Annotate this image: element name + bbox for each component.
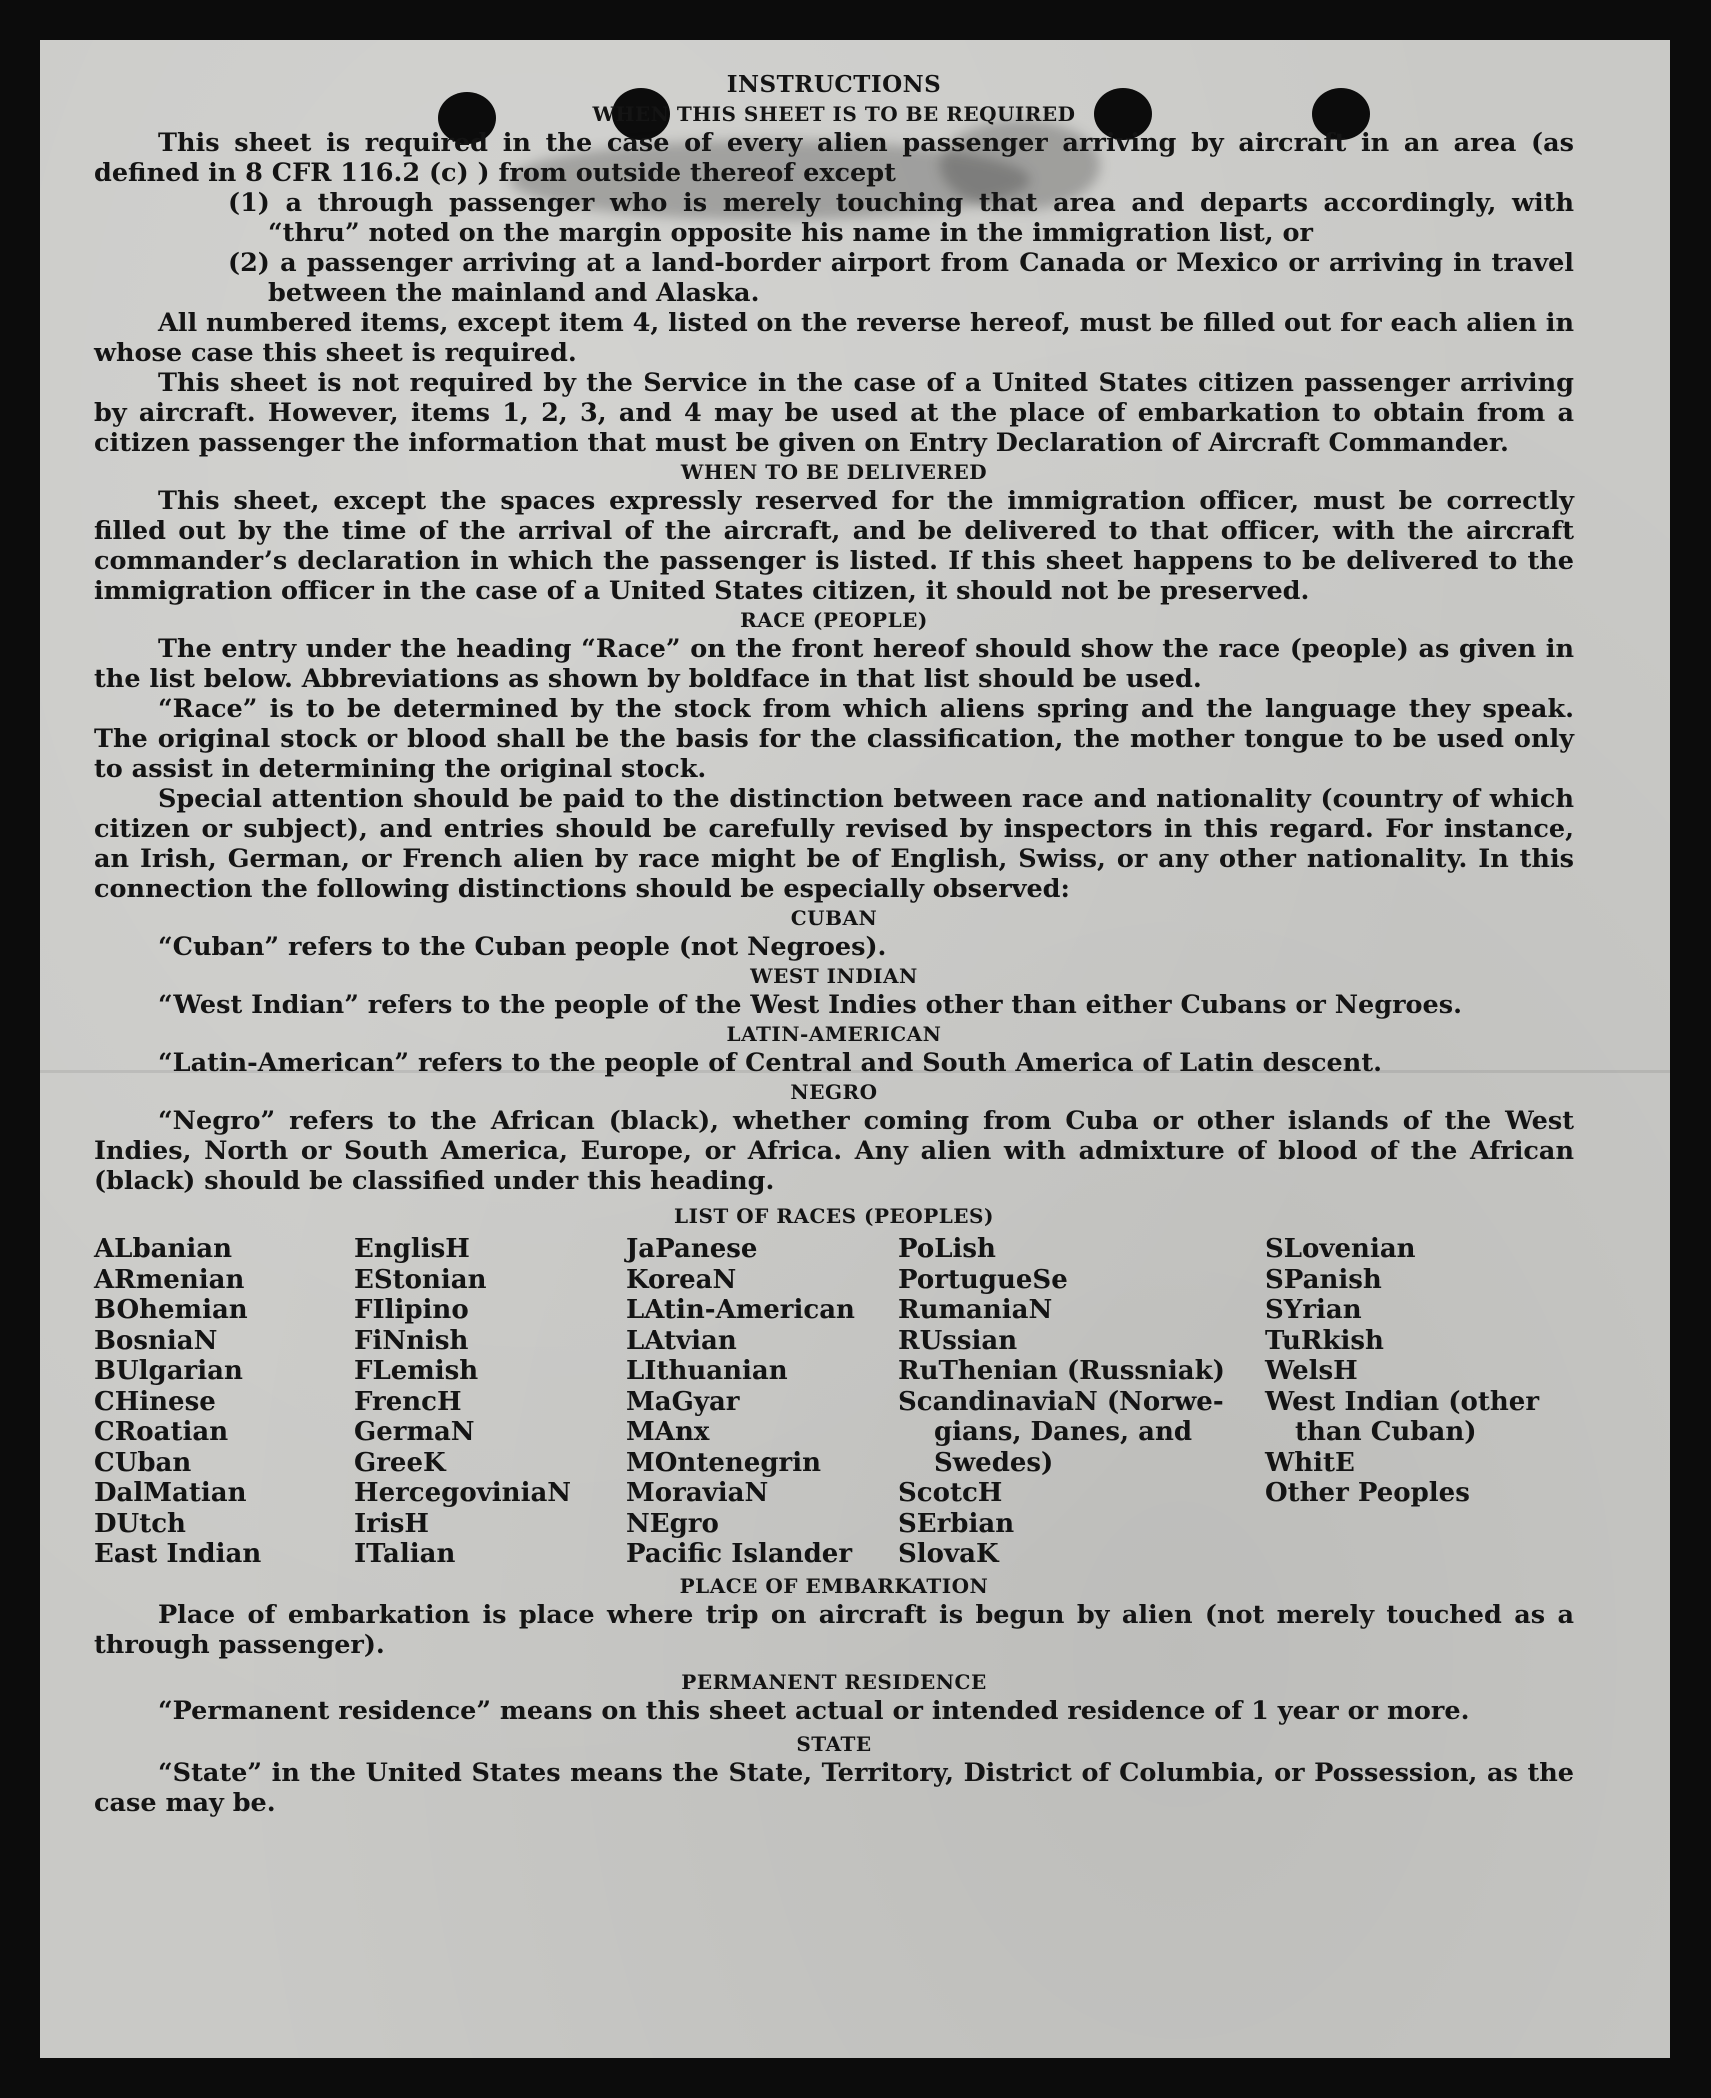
race-item: PortugueSe bbox=[898, 1264, 1068, 1295]
section-heading: PLACE OF EMBARKATION bbox=[679, 1573, 989, 1598]
race-column bbox=[354, 1234, 626, 1570]
race-item: BosniaN bbox=[94, 1325, 218, 1356]
paragraph: This sheet is not required by the Service in the case of a United States citizen passenger arriving by aircraft. However, items 1, 2, 3, and 4 may be used at the place of embarkation to obtain from a citizen passenger the information that must be given on Entry Declaration of Aircraft Commander. bbox=[94, 368, 1574, 458]
paragraph: All numbered items, except item 4, listed on the reverse hereof, must be filled out for each alien in whose case this sheet is required. bbox=[94, 308, 1574, 368]
paragraph: “West Indian” refers to the people of the West Indies other than either Cubans or Negroes. bbox=[158, 990, 1462, 1020]
instructions-text bbox=[94, 70, 1574, 1818]
race-item: GreeK bbox=[354, 1447, 446, 1478]
race-item: HercegoviniaN bbox=[354, 1478, 572, 1508]
race-item: DUtch bbox=[94, 1508, 186, 1539]
race-item: PoLish bbox=[898, 1234, 996, 1264]
race-item: IrisH bbox=[354, 1508, 429, 1539]
race-item: ScandinaviaN (Norwe- bbox=[898, 1386, 1224, 1417]
section-heading: WHEN TO BE DELIVERED bbox=[680, 460, 988, 484]
race-item: BOhemian bbox=[94, 1295, 248, 1325]
paragraph: “Cuban” refers to the Cuban people (not Negroes). bbox=[158, 932, 887, 962]
paragraph: This sheet is required in the case of every alien passenger arriving by aircraft in an area (as defined in 8 CFR 116.2 (c) ) from outside thereof except bbox=[94, 128, 1574, 188]
race-item: ScotcH bbox=[898, 1478, 1003, 1508]
race-item: ALbanian bbox=[94, 1234, 233, 1264]
race-item: than Cuban) bbox=[1295, 1417, 1477, 1447]
paragraph: “Race” is to be determined by the stock from which aliens spring and the language they speak. The original stock or blood shall be the basis for the classification, the mother tongue to be used only to assist in determining the original stock. bbox=[94, 694, 1574, 784]
section-heading: NEGRO bbox=[790, 1080, 878, 1104]
race-item: ITalian bbox=[354, 1539, 456, 1569]
section-heading: WEST INDIAN bbox=[750, 964, 918, 988]
race-item: BUlgarian bbox=[94, 1356, 243, 1386]
race-item: FrencH bbox=[354, 1386, 462, 1417]
race-column bbox=[626, 1234, 898, 1570]
race-item: EnglisH bbox=[354, 1234, 470, 1264]
paragraph: “Latin-American” refers to the people of Central and South America of Latin descent. bbox=[158, 1048, 1382, 1078]
page-title: INSTRUCTIONS bbox=[726, 71, 942, 98]
race-item: West Indian (other bbox=[1265, 1386, 1540, 1417]
race-item: NEgro bbox=[626, 1508, 719, 1539]
race-item: SPanish bbox=[1265, 1264, 1382, 1295]
paragraph: Place of embarkation is place where trip on aircraft is begun by alien (not merely touched as a through passenger). bbox=[94, 1599, 1574, 1660]
race-item: gians, Danes, and bbox=[934, 1417, 1193, 1447]
section-heading: WHEN THIS SHEET IS TO BE REQUIRED bbox=[592, 102, 1076, 126]
race-item: SYrian bbox=[1265, 1295, 1362, 1325]
race-item: WhitE bbox=[1265, 1447, 1355, 1478]
race-item: EStonian bbox=[354, 1264, 487, 1295]
race-item: FLemish bbox=[354, 1356, 479, 1386]
race-item: MaGyar bbox=[626, 1386, 740, 1417]
race-item: JaPanese bbox=[626, 1234, 758, 1264]
section-heading: PERMANENT RESIDENCE bbox=[681, 1669, 987, 1694]
paragraph: “State” in the United States means the State, Territory, District of Columbia, or Possession, as the case may be. bbox=[94, 1757, 1574, 1818]
race-item: Pacific Islander bbox=[626, 1539, 853, 1569]
section-heading: LATIN-AMERICAN bbox=[726, 1022, 942, 1046]
race-item: MoraviaN bbox=[626, 1478, 769, 1508]
race-item: Swedes) bbox=[934, 1447, 1054, 1478]
paragraph: “Negro” refers to the African (black), whether coming from Cuba or other islands of the West Indies, North or South America, Europe, or Africa. Any alien with admixture of blood of the African (black) should be classified under this heading. bbox=[94, 1106, 1574, 1196]
race-column bbox=[1265, 1234, 1565, 1570]
section-heading: RACE (PEOPLE) bbox=[740, 608, 928, 632]
race-item: CUban bbox=[94, 1447, 192, 1478]
race-item: East Indian bbox=[94, 1539, 262, 1569]
race-item: GermaN bbox=[354, 1417, 475, 1447]
paragraph: “Permanent residence” means on this sheet actual or intended residence of 1 year or more. bbox=[158, 1695, 1470, 1726]
paragraph: This sheet, except the spaces expressly reserved for the immigration officer, must be correctly filled out by the time of the arrival of the aircraft, and be delivered to that officer, with the aircraft commander’s declaration in which the passenger is listed. If this sheet happens to be delivered to the immigration officer in the case of a United States citizen, it should not be preserved. bbox=[94, 486, 1574, 606]
race-item: MOntenegrin bbox=[626, 1447, 821, 1478]
race-item: KoreaN bbox=[626, 1264, 737, 1295]
race-item: WelsH bbox=[1265, 1356, 1358, 1386]
race-item: FIlipino bbox=[354, 1295, 469, 1325]
race-item: LAtvian bbox=[626, 1325, 737, 1356]
section-heading: CUBAN bbox=[790, 906, 878, 930]
race-item: DalMatian bbox=[94, 1478, 247, 1508]
race-item: MAnx bbox=[626, 1417, 710, 1447]
paragraph: The entry under the heading “Race” on the front hereof should show the race (people) as given in the list below. Abbreviations as shown by boldface in that list should be used. bbox=[94, 634, 1574, 694]
race-item: RumaniaN bbox=[898, 1295, 1053, 1325]
race-item: SlovaK bbox=[898, 1539, 999, 1569]
race-column bbox=[898, 1234, 1265, 1570]
race-item: CHinese bbox=[94, 1386, 216, 1417]
race-item: LIthuanian bbox=[626, 1356, 788, 1386]
race-item: ARmenian bbox=[94, 1264, 245, 1295]
race-item: CRoatian bbox=[94, 1417, 229, 1447]
race-item: RuThenian (Russniak) bbox=[898, 1356, 1225, 1386]
race-item: LAtin-American bbox=[626, 1295, 855, 1325]
race-item: Other Peoples bbox=[1265, 1478, 1470, 1508]
race-item: SLovenian bbox=[1265, 1234, 1416, 1264]
section-heading: STATE bbox=[796, 1731, 872, 1756]
race-item: TuRkish bbox=[1265, 1325, 1384, 1356]
section-heading: LIST OF RACES (PEOPLES) bbox=[674, 1204, 994, 1228]
race-column bbox=[94, 1234, 354, 1570]
list-item: (1) a through passenger who is merely touching that area and departs accordingly, with “thru” noted on the margin opposite his name in the immigration list, or bbox=[228, 188, 1574, 248]
paragraph: Special attention should be paid to the distinction between race and nationality (country of which citizen or subject), and entries should be carefully revised by inspectors in this regard. For instance, an Irish, German, or French alien by race might be of English, Swiss, or any other nationality. In this connection the following distinctions should be especially observed: bbox=[94, 784, 1574, 904]
race-list bbox=[94, 1234, 1574, 1570]
list-item: (2) a passenger arriving at a land-border airport from Canada or Mexico or arriving in travel between the mainland and Alaska. bbox=[228, 248, 1574, 308]
race-item: SErbian bbox=[898, 1508, 1015, 1539]
race-item: RUssian bbox=[898, 1325, 1018, 1356]
race-item: FiNnish bbox=[354, 1325, 469, 1356]
